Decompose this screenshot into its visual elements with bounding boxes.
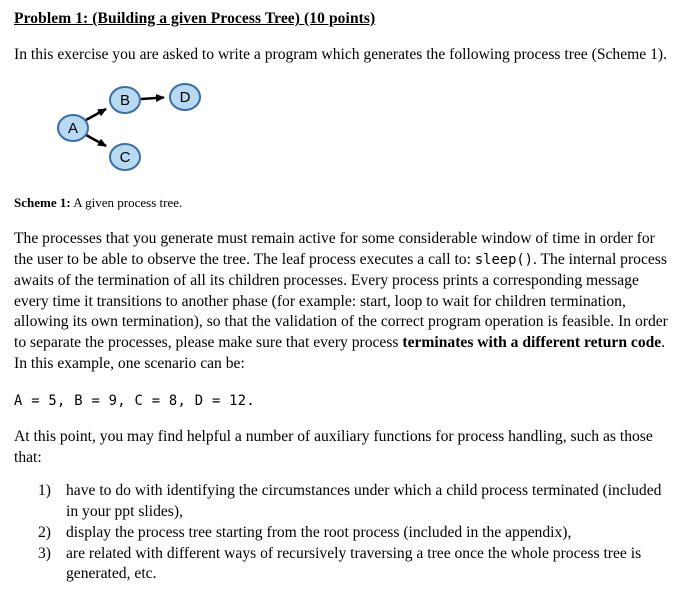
scheme-caption: [14, 195, 675, 211]
list-item: [38, 481, 675, 523]
edge-b-d: [141, 97, 164, 99]
list-item-text: have to do with identifying the circumstances under which a child process terminated (included in your ppt slides),: [66, 481, 662, 520]
node-b: [110, 87, 140, 113]
node-b-label: B: [119, 91, 131, 109]
node-a: [58, 115, 88, 141]
node-d-label: D: [179, 88, 191, 106]
list-item-text: are related with different ways of recursively traversing a tree once the whole process tree is generated, etc.: [66, 544, 642, 583]
problem-title: Problem 1: (Building a given Process Tree) (10 points): [14, 10, 376, 27]
edge-a-b: [86, 109, 106, 120]
aux-list: [38, 481, 675, 585]
aux-paragraph: At this point, you may find helpful a number of auxiliary functions for process handling, such as those that:: [14, 428, 653, 467]
body-part3: . In this example, one scenario can be:: [14, 334, 666, 373]
node-d: [170, 84, 200, 110]
process-tree-diagram: [14, 80, 675, 191]
list-item: [38, 523, 675, 544]
process-tree-svg: [14, 80, 244, 186]
edge-a-c: [86, 135, 106, 146]
intro-paragraph: In this exercise you are asked to write a program which generates the following process tree (Scheme 1).: [14, 46, 667, 63]
list-item-marker: 2): [38, 523, 51, 541]
scheme-caption-label: Scheme 1:: [14, 194, 71, 210]
node-c: [110, 144, 140, 170]
return-code-bold-phrase: terminates with a different return code: [402, 334, 662, 352]
body-part2: . The internal process awaits of the termination of all its children processes. Every process prints a corresponding message every time it transitions to another phase (for example: start, loop to wait for children termination, allowing its own termination), so that the validation of the correct program operation is feasible. In order to separate the processes, please make sure that every process: [14, 250, 668, 352]
node-c-label: C: [119, 148, 131, 166]
list-item-marker: 1): [38, 481, 51, 499]
list-item-marker: 3): [38, 544, 51, 562]
sleep-inline-code: sleep(): [474, 251, 533, 268]
scheme-caption-text: A given process tree.: [70, 194, 183, 210]
return-codes-example: A = 5, B = 9, C = 8, D = 12.: [14, 393, 255, 410]
list-item-text: display the process tree starting from the root process (included in the appendix),: [66, 523, 572, 541]
body-part1: The processes that you generate must remain active for some considerable window of time in order for the user to be able to observe the tree. The leaf process executes a call to:: [14, 229, 655, 268]
body-paragraph: [14, 229, 675, 375]
node-a-label: A: [67, 119, 79, 137]
list-item: [38, 544, 675, 586]
